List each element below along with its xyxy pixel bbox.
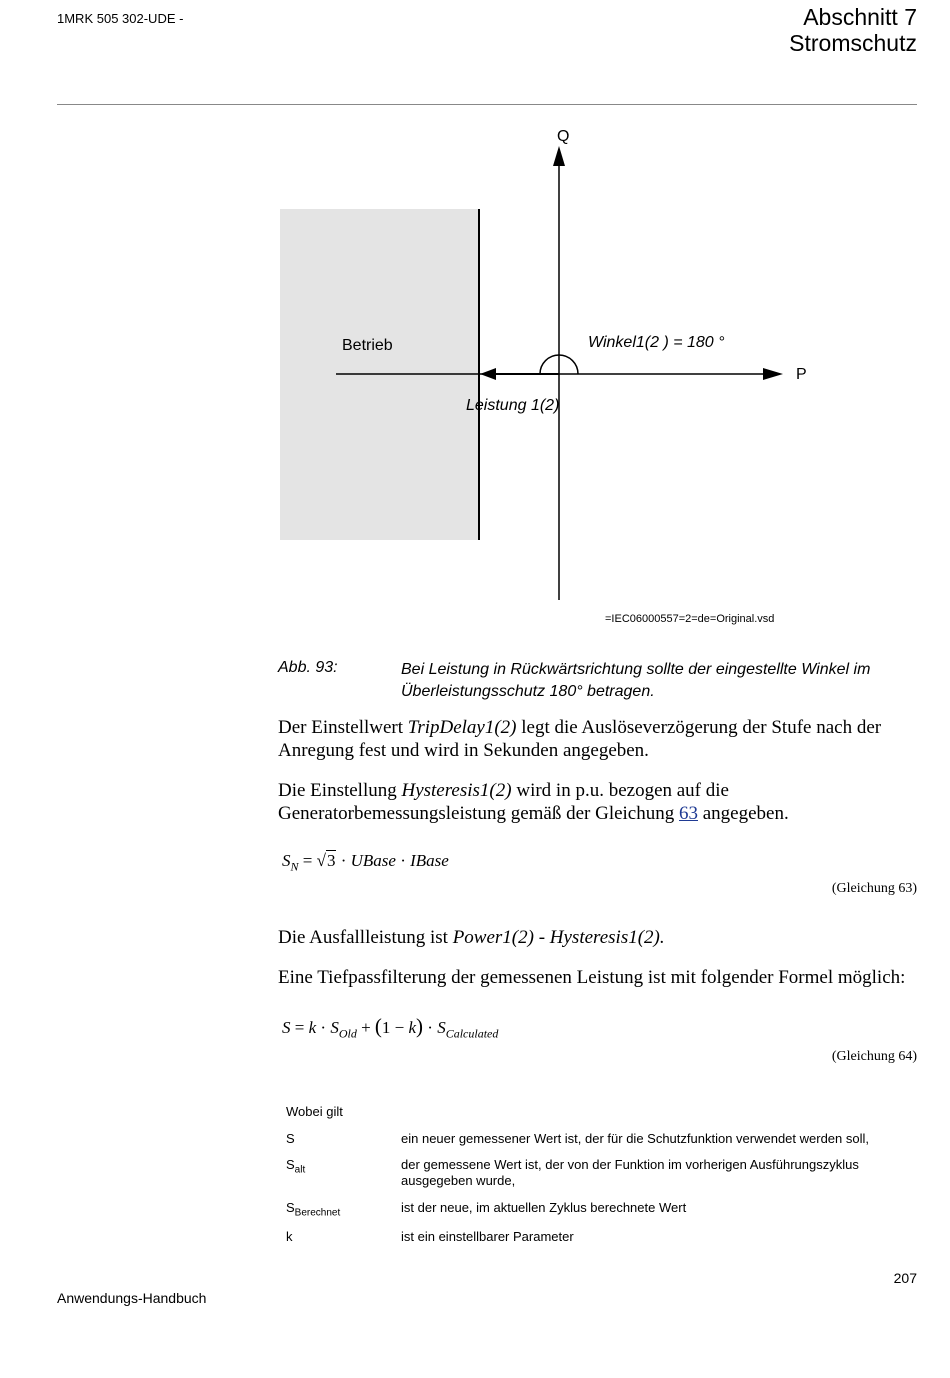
symbol-subscript: Berechnet bbox=[294, 1207, 341, 1219]
text-run: Die Ausfallleistung ist bbox=[278, 927, 453, 948]
definition-symbol bbox=[286, 1131, 295, 1146]
footer-manual-title: Anwendungs-Handbuch bbox=[57, 1290, 207, 1306]
operate-label: Betrieb bbox=[342, 337, 393, 354]
paragraph-dropout bbox=[278, 926, 918, 949]
power-label: Leistung 1(2) bbox=[466, 397, 560, 414]
definition-text: ist ein einstellbarer Parameter bbox=[401, 1229, 574, 1244]
symbol-subscript: alt bbox=[294, 1164, 306, 1176]
equation-64-number: (Gleichung 64) bbox=[831, 1049, 917, 1064]
figure-caption-text: Bei Leistung in Rückwärtsrichtung sollte der eingestellte Winkel im Überleistungsschutz 180° betragen. bbox=[401, 661, 871, 700]
paragraph-hysteresis bbox=[278, 779, 918, 825]
definitions-heading: Wobei gilt bbox=[286, 1104, 343, 1119]
text-run: legt die Auslöseverzögerung der Stufe nach der Anregung fest und wird in Sekunden angegeben. bbox=[278, 717, 882, 761]
symbol-text: S bbox=[286, 1200, 295, 1215]
paragraph-tripdelay bbox=[278, 716, 918, 762]
equation-63: $S_N = √3$ · UBase · IBase bbox=[282, 851, 449, 874]
text-run: angegeben. bbox=[698, 803, 789, 824]
section-number: Abschnitt 7 bbox=[803, 4, 917, 30]
definition-text: ist der neue, im aktuellen Zyklus berechnete Wert bbox=[401, 1200, 687, 1215]
figure-caption-number: Abb. 93: bbox=[278, 659, 338, 676]
parameter-name: Hysteresis1(2) bbox=[401, 780, 512, 801]
parameter-name: Power1(2) - Hysteresis1(2). bbox=[452, 927, 665, 948]
definition-text: ein neuer gemessener Wert ist, der für die Schutzfunktion verwendet werden soll, bbox=[401, 1131, 869, 1146]
definition-text: der gemessene Wert ist, der von der Funktion im vorherigen Ausführungszyklus ausgegeben wurde, bbox=[401, 1157, 859, 1188]
text-run: Die Einstellung bbox=[278, 780, 402, 801]
parameter-name: TripDelay1(2) bbox=[407, 717, 517, 738]
q-axis-label: Q bbox=[557, 128, 570, 145]
section-title: Stromschutz bbox=[789, 30, 917, 56]
symbol-text: S bbox=[286, 1157, 295, 1172]
figure-source-id: =IEC06000557=2=de=Original.vsd bbox=[605, 613, 775, 625]
text-run: Der Einstellwert bbox=[278, 717, 408, 738]
paragraph-filter: Eine Tiefpassfilterung der gemessenen Leistung ist mit folgender Formel möglich: bbox=[278, 967, 906, 988]
equation-63-number: (Gleichung 63) bbox=[831, 881, 917, 896]
text-run: wird in p.u. bezogen auf die Generatorbemessungsleistung gemäß der Gleichung bbox=[278, 780, 729, 824]
pq-diagram bbox=[0, 0, 950, 640]
p-axis-label: P bbox=[796, 366, 807, 383]
definition-symbol bbox=[286, 1229, 293, 1244]
page-number: 207 bbox=[893, 1270, 917, 1286]
p-axis-arrow bbox=[763, 368, 783, 380]
symbol-text: S bbox=[286, 1131, 295, 1146]
definition-symbol bbox=[286, 1200, 340, 1219]
power-vector-arrow bbox=[480, 368, 496, 380]
document-id: 1MRK 505 302-UDE - bbox=[57, 11, 184, 26]
angle-label: Winkel1(2 ) = 180 ° bbox=[588, 334, 725, 351]
definition-symbol bbox=[286, 1157, 305, 1176]
q-axis-arrow bbox=[553, 146, 565, 166]
symbol-text: k bbox=[286, 1229, 293, 1244]
equation-link[interactable]: 63 bbox=[679, 803, 698, 824]
equation-64: $S = k \cdot S_{Old} + (1 - k) \cdot S_{Calculated}$ bbox=[282, 1014, 499, 1041]
